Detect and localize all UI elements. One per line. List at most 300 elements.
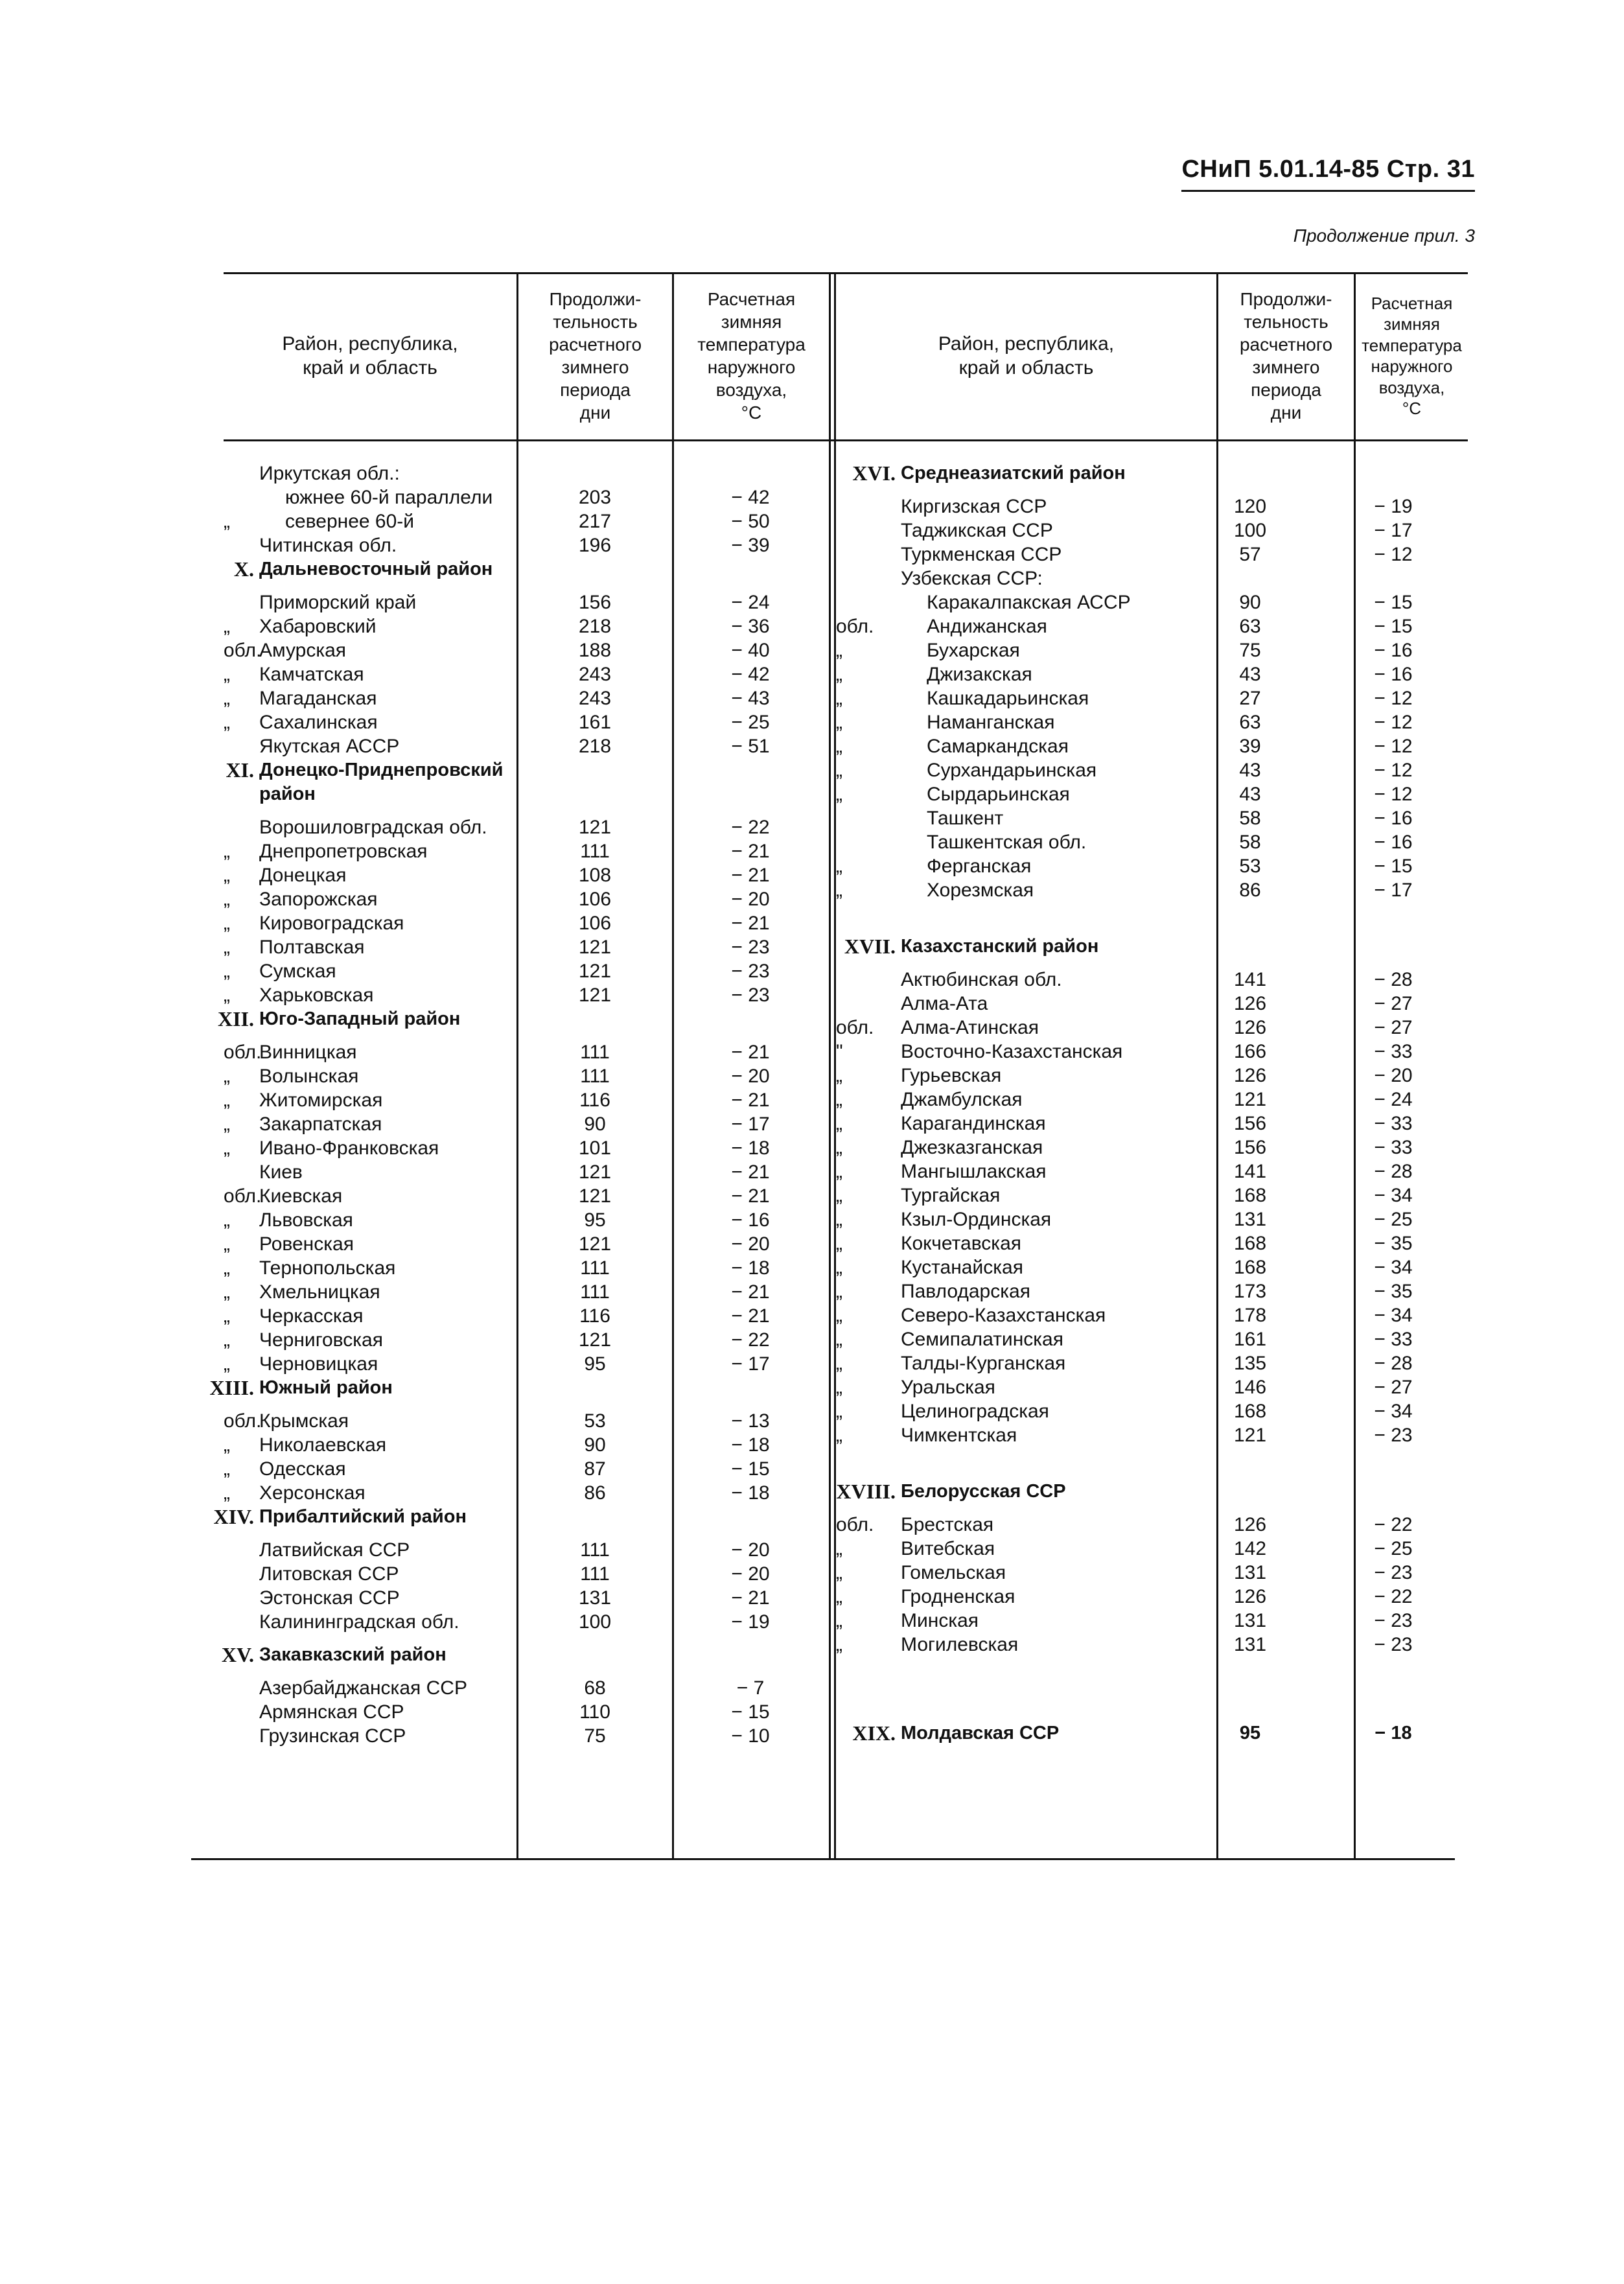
section-heading [224,557,829,581]
temperature-value: − 40 [731,640,770,661]
region-label: Восточно-Казахстанская [901,1041,1123,1062]
section-number: XII. [217,1007,254,1031]
left-column-body [209,452,829,1748]
region-label: Гомельская [901,1562,1006,1583]
climate-table [209,272,1468,1860]
days-value: 131 [1233,1610,1267,1631]
section-heading [209,1376,829,1400]
region-label: Калининградская обл. [259,1611,459,1633]
temperature-value: − 36 [731,616,770,637]
ditto-mark: обл. [224,1410,262,1432]
region-label: Ивано-Франковская [259,1137,439,1159]
ditto-mark: „ [836,688,842,709]
region-name [259,1232,354,1256]
temperature-value: − 34 [1374,1257,1413,1278]
ditto-mark: обл. [836,1514,874,1535]
region-label: Каракалпакская АССР [927,592,1131,613]
days-value: 95 [584,1353,606,1375]
days-value: 58 [1239,832,1261,853]
days-value: 141 [1233,969,1267,990]
table-row [224,1562,829,1586]
region-label: Северо-Казахстанская [901,1305,1106,1326]
header-bottom-rule [224,439,1468,441]
table-row [224,983,829,1007]
days-value: 121 [578,937,612,958]
ditto-mark: „ [836,1562,842,1583]
days-value: 156 [1233,1137,1267,1158]
days-value: 90 [1239,592,1261,613]
temperature-value: − 17 [1374,520,1413,541]
days-value: 53 [584,1410,606,1432]
temperature-value: − 27 [1374,993,1413,1014]
ditto-mark: „ [224,961,230,982]
table-row [224,815,829,839]
right-column-body [836,452,1468,1745]
region-name [209,1376,393,1400]
table-row [224,887,829,911]
days-value: 168 [1233,1185,1267,1206]
section-heading [213,1505,829,1529]
temperature-value: − 50 [731,511,770,532]
temperature-value: − 12 [1374,784,1413,805]
temperature-value: − 24 [1374,1089,1413,1110]
region-label: Дальневосточный район [259,559,493,579]
days-value: 188 [578,640,612,661]
days-value: 101 [578,1137,612,1159]
region-name [259,1586,400,1610]
row-spacer [836,1657,1468,1689]
table-row [836,1609,1468,1633]
days-value: 90 [584,1434,606,1456]
region-name [285,509,414,533]
row-spacer [224,1529,829,1538]
document-code: СНиП 5.01.14-85 Стр. 31 [1181,156,1475,192]
region-label: Ферганская [927,856,1032,877]
region-name [901,1585,1015,1609]
region-name [259,734,399,758]
temperature-value: − 7 [736,1677,765,1699]
temperature-value: − 12 [1374,760,1413,781]
region-name [259,1088,382,1112]
section-number: XVII. [844,935,896,958]
region-name [901,1112,1046,1136]
ditto-mark: „ [224,841,230,862]
temperature-value: − 33 [1374,1113,1413,1134]
region-label: Туркменская ССР [901,544,1062,565]
region-label: Джезказганская [901,1137,1043,1158]
table-row [224,911,829,935]
days-value: 218 [578,616,612,637]
table-row [224,1208,829,1232]
region-label: Сахалинская [259,712,378,733]
days-value: 53 [1239,856,1261,877]
days-value: 126 [1233,1586,1267,1607]
region-label: Донецко-Приднепровский [259,760,504,780]
region-name [259,1724,406,1748]
region-label: Молдавская ССР [901,1723,1060,1743]
temperature-value: − 34 [1374,1305,1413,1326]
table-row [836,1255,1468,1279]
ditto-mark: „ [224,1458,230,1480]
ditto-mark: „ [836,1305,842,1326]
region-label: Ташкентская обл. [927,832,1087,853]
region-label: Приморский край [259,592,417,613]
region-name [901,1327,1063,1351]
region-label: Прибалтийский район [259,1506,467,1527]
ditto-mark: „ [836,1329,842,1350]
region-name [259,638,346,662]
days-value: 203 [578,487,612,508]
ditto-mark: „ [836,1257,842,1278]
days-value: 100 [578,1611,612,1633]
region-label: Якутская АССР [259,736,400,757]
region-label: Андижанская [927,616,1047,637]
days-value: 121 [578,1161,612,1183]
region-name [259,1610,459,1634]
table-row [836,710,1468,734]
days-value: 86 [584,1482,606,1504]
ditto-mark: „ [836,1425,842,1446]
table-row [224,1457,829,1481]
section-number: XVIII. [836,1480,896,1503]
days-value: 126 [1233,993,1267,1014]
temperature-value: − 21 [731,1042,770,1063]
temperature-value: − 22 [1374,1586,1413,1607]
region-name [901,1064,1001,1088]
table-row [224,1280,829,1304]
region-label: Магаданская [259,688,377,709]
row-spacer [836,959,1468,968]
days-value: 121 [578,817,612,838]
ditto-mark: „ [836,1610,842,1631]
table-row [836,1088,1468,1112]
region-label: Наманганская [927,712,1055,733]
table-row [836,662,1468,686]
header-temp-left: Расчетная зимняя температура наружного воздуха, °С [697,289,806,423]
days-value: 111 [580,1563,610,1585]
days-value: 106 [578,913,612,934]
ditto-mark: обл. [836,616,874,637]
days-value: 142 [1233,1538,1267,1559]
section-heading [836,935,1468,959]
section-number: X. [233,557,254,581]
table-row [836,1399,1468,1423]
region-label: район [259,784,316,804]
table-row [836,1537,1468,1561]
region-label: Белорусская ССР [901,1481,1066,1502]
ditto-mark: „ [836,856,842,877]
days-value: 178 [1233,1305,1267,1326]
table-row [836,1375,1468,1399]
temperature-value: − 28 [1374,1161,1413,1182]
region-name [927,830,1086,854]
table-row [224,1433,829,1457]
region-label: севернее 60-й [285,511,415,532]
region-label: Минская [901,1610,979,1631]
table-row [836,1231,1468,1255]
region-name [901,1231,1021,1255]
ditto-mark: „ [224,1137,230,1159]
region-label: Армянская ССР [259,1701,404,1723]
region-label: Карагандинская [901,1113,1046,1134]
days-value: 121 [1233,1089,1267,1110]
days-value: 43 [1239,784,1261,805]
region-label: Черновицкая [259,1353,378,1375]
region-name [927,638,1020,662]
region-label: Львовская [259,1209,353,1231]
region-label: Ворошиловградская обл. [259,817,487,838]
days-value: 121 [578,961,612,982]
region-label: Николаевская [259,1434,387,1456]
table-row [836,614,1468,638]
temperature-value: − 23 [731,937,770,958]
ditto-mark: „ [224,688,230,709]
temperature-value: − 33 [1374,1137,1413,1158]
ditto-mark: „ [836,664,842,685]
region-name [259,863,347,887]
table-row [224,686,829,710]
region-name [259,1433,386,1457]
temperature-value: − 20 [731,889,770,910]
temperature-value: − 42 [731,664,770,685]
days-value: 63 [1239,616,1261,637]
table-row [836,1513,1468,1537]
ditto-mark: обл. [224,1185,262,1207]
ditto-mark: „ [224,511,230,532]
region-label: Винницкая [259,1042,357,1063]
ditto-mark: „ [224,616,230,637]
days-value: 111 [580,1539,610,1561]
region-label: Целиноградская [901,1401,1049,1422]
temperature-value: − 24 [731,592,770,613]
temperature-value: − 16 [1374,832,1413,853]
region-label: Хмельницкая [259,1281,380,1303]
region-label: Ташкент [927,808,1004,829]
region-label: Латвийская ССР [259,1539,410,1561]
days-value: 156 [578,592,612,613]
table-row [836,806,1468,830]
temperature-value: − 16 [731,1209,770,1231]
ditto-mark: „ [224,664,230,685]
days-value: 111 [580,841,610,862]
ditto-mark: „ [836,1586,842,1607]
temperature-value: − 23 [731,961,770,982]
table-row [224,1184,829,1208]
temperature-value: − 34 [1374,1185,1413,1206]
table-row [836,1064,1468,1088]
region-label: Киев [259,1161,303,1183]
region-name [259,461,400,485]
ditto-mark: „ [836,1281,842,1302]
days-value: 168 [1233,1257,1267,1278]
temperature-value: − 27 [1374,1377,1413,1398]
table-row [836,734,1468,758]
ditto-mark: „ [836,880,842,901]
table-row [836,758,1468,782]
days-value: 27 [1239,688,1261,709]
ditto-mark: „ [836,1209,842,1230]
temperature-value: − 25 [1374,1209,1413,1230]
ditto-mark: „ [224,1233,230,1255]
days-value: 131 [1233,1562,1267,1583]
days-value: 161 [1233,1329,1267,1350]
region-name [901,1561,1006,1585]
table-row [836,542,1468,566]
region-name [259,614,376,638]
table-row [224,1040,829,1064]
region-label: Узбекская ССР: [901,568,1043,589]
table-row [224,1136,829,1160]
region-label: Гурьевская [901,1065,1002,1086]
region-label: Полтавская [259,937,365,958]
ditto-mark: „ [836,1185,842,1206]
days-value: 196 [578,535,612,556]
days-value: 116 [579,1090,610,1111]
table-row [836,782,1468,806]
header-temp-right: Расчетная зимняя температура наружного воздуха, °С [1362,293,1462,418]
days-value: 75 [584,1725,606,1747]
region-name [259,1676,467,1700]
region-label: Эстонская ССР [259,1587,400,1609]
row-spacer [224,1634,829,1643]
days-value: 39 [1239,736,1261,757]
region-label: Киргизская ССР [901,496,1047,517]
days-value: 43 [1239,664,1261,685]
document-header [0,0,1624,259]
region-name [259,1700,404,1724]
temperature-value: − 18 [731,1434,770,1456]
days-value: 173 [1233,1281,1267,1302]
header-region-left: Район, республика, край и область [282,332,458,379]
table-row [224,935,829,959]
region-name [901,1183,1000,1207]
region-label: Тернопольская [259,1257,396,1279]
table-row [224,1610,829,1634]
section-number: XIX. [852,1721,896,1745]
section-number: XI. [226,758,254,782]
temperature-value: − 18 [731,1482,770,1504]
region-name [901,1040,1122,1064]
days-value: 121 [578,1185,612,1207]
region-label: Казахстанский район [901,936,1099,957]
ditto-mark: „ [224,937,230,958]
temperature-value: − 51 [731,736,770,757]
table-row [836,968,1468,992]
table-row [836,992,1468,1016]
table-row [836,1303,1468,1327]
ditto-mark: " [836,1041,843,1062]
region-label: Одесская [259,1458,346,1480]
region-name [259,887,378,911]
section-number: XIV. [213,1505,254,1528]
days-value: 126 [1233,1514,1267,1535]
temperature-value: − 18 [731,1257,770,1279]
region-label: Сумская [259,961,336,982]
temperature-value: − 21 [731,913,770,934]
region-name [259,1304,364,1328]
days-value: 95 [1239,1723,1261,1743]
ditto-mark: „ [224,865,230,886]
days-value: 63 [1239,712,1261,733]
temperature-value: − 15 [731,1458,770,1480]
temperature-value: − 21 [731,1305,770,1327]
region-name [259,1562,399,1586]
days-value: 57 [1239,544,1261,565]
region-name [901,519,1053,542]
region-name [836,1480,1066,1504]
region-name [852,1721,1060,1745]
temperature-value: − 22 [1374,1514,1413,1535]
table-row [224,1256,829,1280]
temperature-value: − 21 [731,1185,770,1207]
region-label: Закавказский район [259,1644,447,1665]
table-row [224,863,829,887]
temperature-value: − 28 [1374,969,1413,990]
days-value: 121 [578,1233,612,1255]
region-name [259,983,373,1007]
temperature-value: − 13 [731,1410,770,1432]
region-name [901,1159,1047,1183]
region-name [927,686,1089,710]
header-region-right: Район, республика, край и область [938,332,1115,379]
temperature-value: − 20 [731,1563,770,1585]
days-value: 108 [578,865,612,886]
table-row [836,495,1468,519]
table-row [224,1481,829,1505]
table-bottom-rule [191,1858,1455,1860]
ditto-mark: обл. [224,1042,262,1063]
header-days-right: Продолжи- тельность расчетного зимнего периода дни [1239,289,1333,423]
region-label: Херсонская [259,1482,365,1504]
temperature-value: − 23 [1374,1562,1413,1583]
temperature-value: − 18 [1375,1723,1412,1743]
region-name [927,854,1031,878]
region-label: Чимкентская [901,1425,1017,1446]
temperature-value: − 21 [731,1090,770,1111]
row-spacer [836,485,1468,495]
region-label: Талды-Курганская [901,1353,1066,1374]
days-value: 120 [1233,496,1267,517]
region-label: Донецкая [259,865,347,886]
temperature-value: − 19 [1374,496,1413,517]
days-value: 116 [579,1305,610,1327]
temperature-value: − 16 [1374,664,1413,685]
temperature-value: − 33 [1374,1041,1413,1062]
region-label: Харьковская [259,985,374,1006]
table-row [224,1538,829,1562]
days-value: 111 [580,1042,610,1063]
region-name [226,758,504,782]
temperature-value: − 21 [731,1161,770,1183]
row-spacer [224,1031,829,1040]
ditto-mark: „ [836,640,842,661]
region-label: Семипалатинская [901,1329,1063,1350]
ditto-mark: „ [224,1434,230,1456]
ditto-mark: „ [836,1353,842,1374]
section-heading [836,1721,1468,1745]
region-label: Южный район [259,1377,393,1398]
table-row [836,1327,1468,1351]
temperature-value: − 22 [731,1329,770,1351]
table-row [224,1700,829,1724]
region-name [259,782,316,806]
region-name [927,590,1131,614]
region-label: Уральская [901,1377,995,1398]
row-spacer [836,1447,1468,1480]
section-number: XIII. [209,1376,254,1399]
region-name [259,959,336,983]
table-row [836,1016,1468,1040]
